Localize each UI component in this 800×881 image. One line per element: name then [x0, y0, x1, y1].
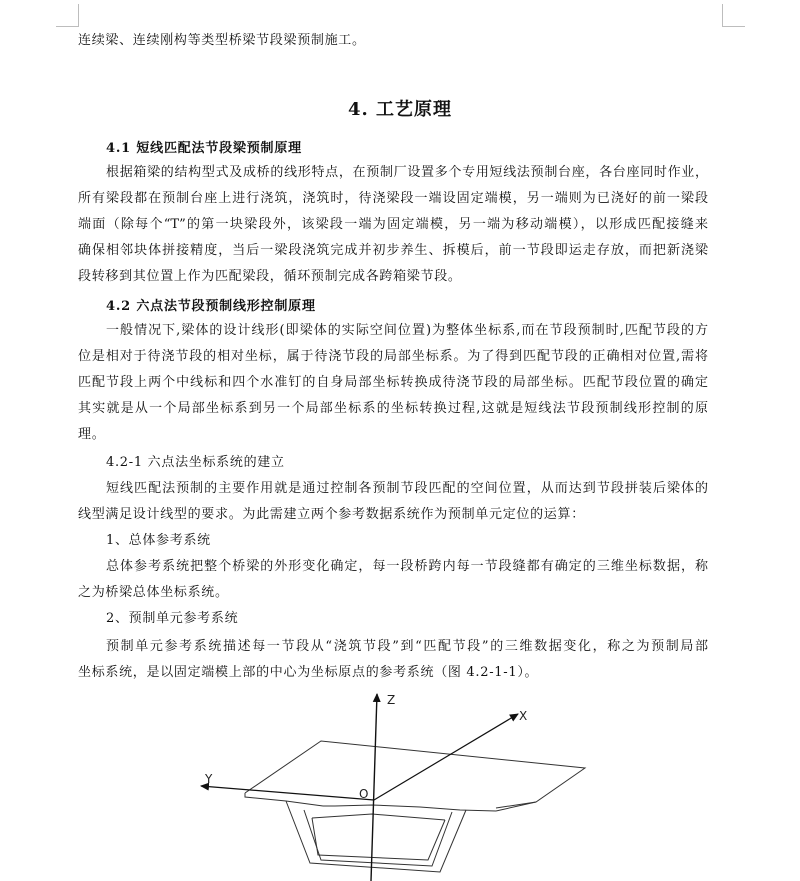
- subsection-title-4-1: 4.1 短线匹配法节段梁预制原理: [106, 141, 302, 156]
- y-axis-line: [201, 786, 374, 800]
- paragraph-line: 位是相对于待浇节段的相对坐标，属于待浇节段的局部坐标系。为了得到匹配节段的正确相对位置,需将: [78, 349, 708, 364]
- z-axis-line: [371, 694, 377, 881]
- paragraph-line: 确保相邻块体拼接精度，当后一梁段浇筑完成并初步养生、拆模后，前一节段即运走存放，而把新浇梁: [78, 243, 708, 258]
- box-girder-section: [286, 801, 466, 872]
- paragraph-line: 坐标系统，是以固定端模上部的中心为坐标原点的参考系统（图 4.2-1-1）。: [78, 665, 539, 680]
- subsection-title-4-2: 4.2 六点法节段预制线形控制原理: [106, 299, 316, 314]
- paragraph-line: 理。: [78, 427, 106, 442]
- paragraph-line: 短线匹配法预制的主要作用就是通过控制各预制节段匹配的空间位置，从而达到节段拼装后梁体的: [106, 481, 708, 496]
- paragraph-line: 线型满足设计线型的要求。为此需建立两个参考数据系统作为预制单元定位的运算：: [78, 507, 585, 522]
- z-axis-label: Z: [387, 693, 396, 707]
- paragraph-line: 总体参考系统把整个桥梁的外形变化确定，每一段桥跨内每一节段缝都有确定的三维坐标数据，称: [106, 559, 708, 574]
- section-title: 4. 工艺原理: [347, 99, 453, 120]
- paragraph-line: 段转移到其位置上作为匹配梁段，循环预制完成各跨箱梁节段。: [78, 269, 462, 284]
- paragraph-line: 之为桥梁总体坐标系统。: [78, 585, 229, 600]
- paragraph-line: 所有梁段都在预制台座上进行浇筑，浇筑时，待浇梁段一端设固定端模，另一端则为已浇好的前一梁段: [78, 191, 708, 206]
- x-axis-label: X: [519, 709, 528, 723]
- subsection-title-4-2-1: 4.2-1 六点法坐标系统的建立: [106, 455, 285, 470]
- x-axis-line: [374, 714, 518, 800]
- paragraph-line: 其实就是从一个局部坐标系到另一个局部坐标系的坐标转换过程,这就是短线法节段预制线形控制的原: [78, 401, 708, 416]
- paragraph-line: 预制单元参考系统描述每一节段从“浇筑节段”到“匹配节段”的三维数据变化，称之为预制局部: [106, 639, 708, 654]
- paragraph-line: 一般情况下,梁体的设计线形(即梁体的实际空间位置)为整体坐标系,而在节段预制时,匹配节段的方: [106, 323, 708, 338]
- y-axis-label: Y: [205, 772, 213, 786]
- paragraph-line: 端面（除每个“T”的第一块梁段外，该梁段一端为固定端模，另一端为移动端模），以形成匹配接缝来: [78, 217, 708, 232]
- paragraph-line: 匹配节段上两个中线标和四个水准钉的自身局部坐标转换成待浇节段的局部坐标。匹配节段位置的确定: [78, 375, 708, 390]
- paragraph-line: 根据箱梁的结构型式及成桥的线形特点，在预制厂设置多个专用短线法预制台座，各台座同时作业，: [106, 165, 708, 180]
- list-item-1: 1、总体参考系统: [106, 533, 211, 548]
- origin-label: O: [359, 787, 369, 801]
- list-item-2: 2、预制单元参考系统: [106, 611, 239, 626]
- paragraph-continuation: 连续梁、连续刚构等类型桥梁节段梁预制施工。: [78, 33, 366, 48]
